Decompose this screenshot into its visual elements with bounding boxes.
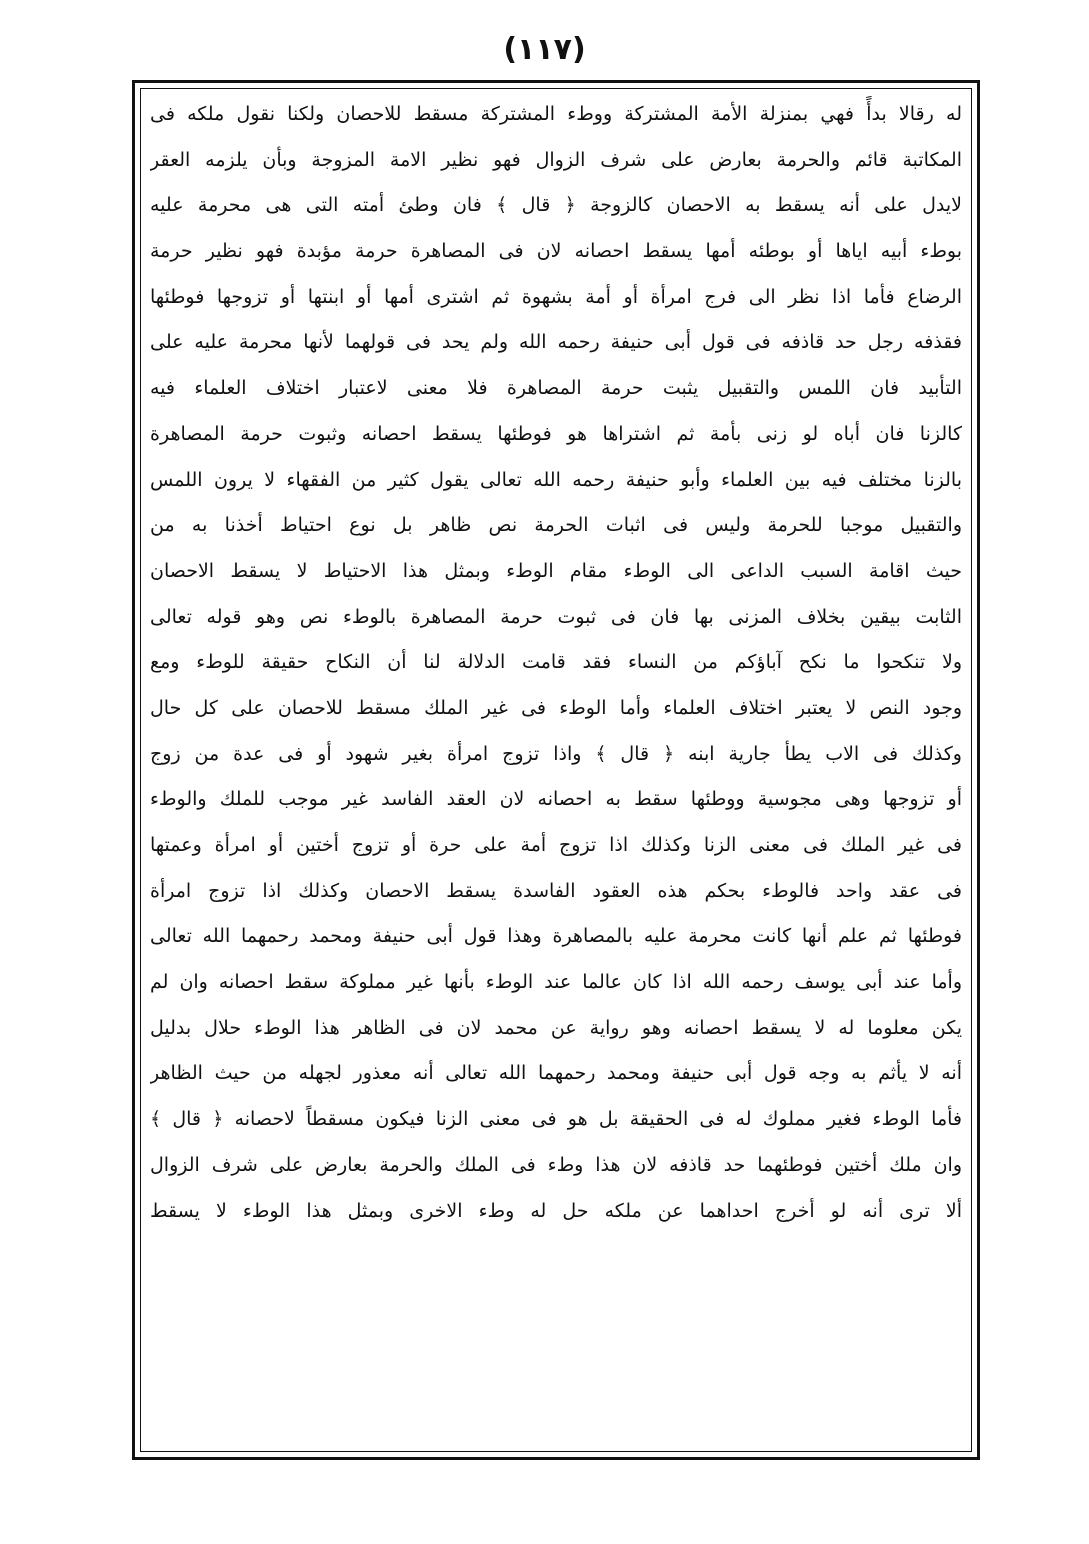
- text-line: بوطء أبيه اياها أو بوطئه أمها يسقط احصانه لان فى المصاهرة حرمة مؤبدة فهو نظير حرمة: [150, 240, 962, 263]
- text-line: المكاتبة قائم والحرمة بعارض على شرف الزوال فهو نظير الامة المزوجة وبأن يلزمه العقر: [150, 148, 962, 171]
- text-line: وكذلك فى الاب يطأ جارية ابنه ﴿ قال ﴾ واذا تزوج امرأة بغير شهود أو فى عدة من زوج: [150, 742, 962, 765]
- text-line: الثابت بيقين بخلاف المزنى بها فان فى ثبوت حرمة المصاهرة بالوطء نص وهو قوله تعالى: [150, 605, 962, 628]
- text-line: أنه لا يأثم به وجه قول أبى حنيفة ومحمد رحمهما الله تعالى أنه معذور لجهله من حيث الظاهر: [150, 1062, 962, 1085]
- text-line: ألا ترى أنه لو أخرج احداهما عن ملكه حل له وطء الاخرى وبمثل هذا الوطء لا يسقط: [150, 1199, 962, 1222]
- text-line: الرضاع فأما اذا نظر الى فرج امرأة أو أمة بشهوة ثم اشترى أمها أو ابنتها أو تزوجها فوطئها: [150, 285, 962, 308]
- text-line: فقذفه رجل حد قاذفه فى قول أبى حنيفة رحمه الله ولم يحد فى قولهما لأنها محرمة عليه على: [150, 331, 962, 354]
- text-line: والتقبيل موجبا للحرمة وليس فى اثبات الحرمة نص ظاهر بل نوع احتياط أخذنا به من: [150, 514, 962, 537]
- text-line: فى غير الملك فى معنى الزنا وكذلك اذا تزوج أمة على حرة أو تزوج أختين أو امرأة وعمتها: [150, 834, 962, 856]
- page-number: (١١٧): [503, 32, 586, 67]
- text-line: يكن معلوما له لا يسقط احصانه وهو رواية عن محمد لان فى الظاهر هذا الوطء حلال بدليل: [150, 1016, 962, 1039]
- text-line: وجود النص لا يعتبر اختلاف العلماء وأما الوطء فى غير الملك مسقط للاحصان على كل حال: [150, 696, 962, 719]
- text-line: بالزنا مختلف فيه بين العلماء وأبو حنيفة رحمه الله تعالى يقول كثير من الفقهاء لا يرون اللمس: [150, 468, 962, 491]
- body-text: [150, 92, 962, 1234]
- text-line: التأبيد فان اللمس والتقبيل يثبت حرمة المصاهرة فلا معنى لاعتبار اختلاف العلماء فيه: [150, 377, 962, 400]
- text-line: فوطئها ثم علم أنها كانت محرمة عليه بالمصاهرة وهذا قول أبى حنيفة ومحمد رحمهما الله تعالى: [150, 925, 962, 948]
- text-line: أو تزوجها وهى مجوسية ووطئها سقط به احصانه لان العقد الفاسد غير موجب للملك والوطء: [150, 788, 962, 811]
- text-line: كالزنا فان أباه لو زنى بأمة ثم اشتراها هو فوطئها يسقط احصانه وثبوت حرمة المصاهرة: [150, 422, 962, 445]
- text-line: لايدل على أنه يسقط به الاحصان كالزوجة ﴿ قال ﴾ فان وطئ أمته التى هى محرمة عليه: [150, 194, 962, 217]
- text-line: وأما عند أبى يوسف رحمه الله اذا كان عالما عند الوطء بأنها غير مملوكة سقط احصانه وان لم: [150, 971, 962, 994]
- text-line: وان ملك أختين فوطئهما حد قاذفه لان هذا وطء فى الملك والحرمة بعارض على شرف الزوال: [150, 1153, 962, 1176]
- text-line: له رقالا بدأً فهي بمنزلة الأمة المشتركة ووطء المشتركة مسقط للاحصان ولكنا نقول ملكه فى: [150, 103, 962, 125]
- text-line: ولا تنكحوا ما نكح آباؤكم من النساء فقد قامت الدلالة لنا أن النكاح حقيقة للوطء ومع: [150, 651, 962, 674]
- text-line: فى عقد واحد فالوطء بحكم هذه العقود الفاسدة يسقط الاحصان وكذلك اذا تزوج امرأة: [150, 879, 962, 902]
- text-line: حيث اقامة السبب الداعى الى الوطء مقام الوطء وبمثل هذا الاحتياط لا يسقط الاحصان: [150, 559, 962, 582]
- text-line: فأما الوطء فغير مملوك له فى الحقيقة بل هو فى معنى الزنا فيكون مسقطاً لاحصانه ﴿ قال ﴾: [150, 1108, 962, 1131]
